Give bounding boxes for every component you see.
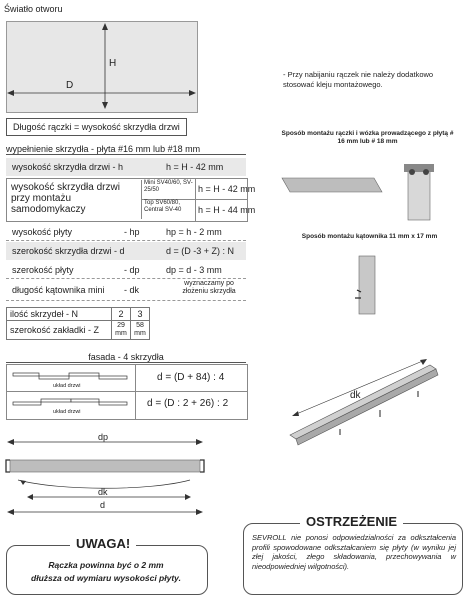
facade-title: fasada - 4 skrzydła xyxy=(6,352,246,363)
counts-table xyxy=(6,307,150,340)
mount-angle-drawing xyxy=(345,250,395,320)
facade-layout2-drawing xyxy=(11,395,131,409)
attention-line1: Rączka powinna być o 2 mm xyxy=(48,560,164,570)
panel-height-label: wysokość płyty xyxy=(12,227,73,237)
row-angle-length xyxy=(6,280,246,301)
angle-length-symbol: - dk xyxy=(124,285,140,295)
row-self-closing xyxy=(6,178,256,222)
opening-d-label: D xyxy=(66,80,74,91)
profile-dp-label: dp xyxy=(98,432,109,442)
warning-text: SEVROLL nie ponosi odpowiedzialności za odkształcenia profili spowodowane odkształcaniem się płyty (w wyniku jej złej jakości, złego składowania, przechowywania w nieodpowiedniej wilgotności). xyxy=(252,533,456,571)
profile-dk-label: dk xyxy=(98,487,108,497)
panel-height-symbol: - hp xyxy=(124,227,140,237)
panel-width-formula: dp = d - 3 mm xyxy=(166,265,222,275)
counts-row-z xyxy=(7,321,150,340)
z-label: szerokość zakładki - Z xyxy=(7,321,112,340)
panel-width-symbol: - dp xyxy=(124,265,140,275)
attention-box xyxy=(6,545,208,595)
n-value-1: 2 xyxy=(112,308,131,321)
mount-handle-title: Sposób montażu rączki i wózka prowadzącego z płytą # 16 mm lub # 18 mm xyxy=(281,130,454,145)
variant-top-formula: h = H - 44 mm xyxy=(198,205,256,215)
mount-handle-drawing xyxy=(268,150,458,230)
angle-length-formula: wyznaczamy po złożeniu skrzydła xyxy=(182,280,236,295)
warning-title: OSTRZEŻENIE xyxy=(300,514,403,529)
handle-length-box xyxy=(6,118,187,136)
variant-mini: Mini SV40/60, SV-25/50 xyxy=(141,180,196,200)
self-closing-label: wysokość skrzydła drzwi przy montażu samodomykaczy xyxy=(11,182,120,215)
leaf-width-formula: d = (D -3 + Z) : N xyxy=(166,246,235,256)
glue-note: - Przy nabijaniu rączek nie należy dodatkowo stosować kleju montażowego. xyxy=(283,70,434,89)
angle-bar-drawing xyxy=(280,355,465,460)
angle-length-label: długość kątownika mini xyxy=(12,285,105,295)
facade-formula2: d = (D : 2 + 26) : 2 xyxy=(147,398,229,409)
facade-layout1-drawing xyxy=(11,369,131,383)
row-panel-width xyxy=(6,262,246,279)
opening-h-label: H xyxy=(109,58,117,69)
mount-angle-title: Sposób montażu kątownika 11 mm x 17 mm xyxy=(301,233,438,240)
row-leaf-height xyxy=(6,158,246,176)
attention-line2: dłuższa od wymiaru wysokości płyty. xyxy=(31,573,181,583)
handle-length-text: Długość rączki = wysokość skrzydła drzwi xyxy=(13,122,180,132)
profile-cross-section xyxy=(0,425,230,520)
counts-row-n xyxy=(7,308,150,321)
panel-width-label: szerokość płyty xyxy=(12,265,74,275)
n-value-2: 3 xyxy=(131,308,150,321)
variant-mini-formula: h = H - 42 mm xyxy=(198,184,256,194)
leaf-width-label: szerokość skrzydła drzwi - d xyxy=(12,246,125,256)
facade-layout2-label: układ drzwi xyxy=(53,409,81,415)
attention-title: UWAGA! xyxy=(70,536,136,551)
filling-title: wypełnienie skrzydła - płyta #16 mm lub #18 mm xyxy=(6,144,246,155)
panel-height-formula: hp = h - 2 mm xyxy=(166,227,222,237)
z-value-2: 58 mm xyxy=(131,321,150,340)
profile-d-label: d xyxy=(100,500,106,510)
variant-top: Top SV60/80, Central SV-40 xyxy=(141,200,196,219)
facade-box xyxy=(6,364,248,420)
facade-layout1-label: układ drzwi xyxy=(53,383,81,389)
facade-formula1: d = (D + 84) : 4 xyxy=(157,372,225,383)
opening-title: Światło otworu xyxy=(4,4,63,14)
row-panel-height xyxy=(6,224,246,241)
z-value-1: 29 mm xyxy=(112,321,131,340)
n-label: ilość skrzydeł - N xyxy=(7,308,112,321)
leaf-height-label: wysokość skrzydła drzwi - h xyxy=(12,162,124,172)
row-leaf-width xyxy=(6,242,246,260)
angle-dk-label: dk xyxy=(350,390,361,401)
leaf-height-formula: h = H - 42 mm xyxy=(166,162,224,172)
